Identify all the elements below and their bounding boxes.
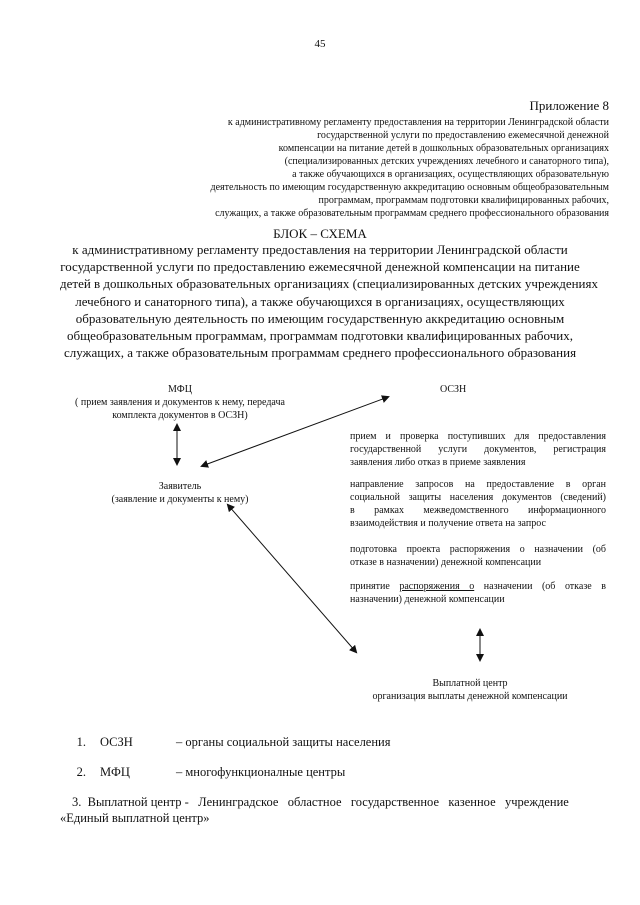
legend-abbr: МФЦ	[100, 765, 130, 779]
ozsn-step-line: отказе в назначении) денежной компенсации	[350, 557, 542, 568]
ozsn-step4-suffix: назначении (об отказе в	[474, 581, 606, 592]
block-line: общеобразовательным программам, программам подготовки квалифицированных рабочих,	[67, 328, 573, 344]
block-scheme-title: БЛОК – СХЕМА	[273, 226, 367, 241]
ozsn-step-line: назначении) денежной компенсации	[350, 594, 505, 605]
legend-text: – многофункционалные центры	[176, 765, 346, 779]
payment-center-note-line: 3. Выплатной центр - Ленинградское областное государственное казенное учреждение	[72, 795, 569, 809]
appendix-line: деятельность по имеющим государственную аккредитацию основным общеобразовательным	[210, 182, 609, 193]
ozsn-step-line: взаимодействия и получение ответа на запрос	[350, 518, 546, 529]
block-line: служащих, а также образовательным программам среднего профессионального образования	[63, 345, 577, 361]
payment-center-desc: организация выплаты денежной компенсации	[372, 691, 568, 702]
mfc-title: МФЦ	[168, 384, 192, 395]
ozsn-step-line: подготовка проекта распоряжения о назначении (об	[350, 544, 606, 555]
legend-abbr: ОСЗН	[100, 735, 133, 749]
appendix-line: компенсации на питание детей в дошкольных образовательных организациях	[278, 143, 609, 154]
block-line: лечебного и санаторного типа), а также обучающихся в организациях, осуществляющих	[75, 293, 565, 309]
mfc-desc-line: комплекта документов в ОСЗН)	[112, 410, 248, 421]
appendix-line: служащих, а также образовательным программам среднего профессионального образования	[215, 208, 609, 219]
ozsn-step-line: в рамках межведомственного информационного	[350, 505, 606, 516]
appendix-line: к административному регламенту предоставления на территории Ленинградской области	[227, 117, 609, 128]
block-line: государственной услуги по предоставлению ежемесячной денежной компенсации на питание	[60, 259, 580, 275]
arrow-applicant-payment	[228, 505, 356, 652]
applicant-title: Заявитель	[158, 481, 202, 492]
block-line: к административному регламенту предоставления на территории Ленинградской области	[72, 242, 568, 257]
legend-number: 1.	[76, 735, 86, 749]
ozsn-step4-underlined: распоряжения о	[399, 581, 475, 592]
appendix-line: (специализированных детских учреждениях лечебного и санаторного типа),	[284, 156, 609, 167]
block-line: детей в дошкольных образовательных организациях (специализированных детских учреждениях	[60, 276, 598, 292]
legend-number: 2.	[76, 765, 86, 779]
ozsn-title: ОСЗН	[440, 384, 467, 395]
applicant-desc: (заявление и документы к нему)	[111, 494, 249, 505]
page-number: 45	[314, 38, 326, 50]
block-line: образовательную деятельность по имеющим государственную аккредитацию основным	[75, 310, 565, 326]
appendix-line: а также обучающихся в организациях, осуществляющих образовательную	[292, 169, 609, 180]
ozsn-step-line: социальной защиты населения документов (сведений)	[350, 492, 606, 503]
ozsn-step-line: заявления либо отказ в приеме заявления	[350, 457, 526, 468]
ozsn-step-line: государственной услуги документов, регистрация	[350, 444, 606, 455]
ozsn-step-line: направление запросов на предоставление в орган	[350, 479, 606, 490]
legend-item	[0, 735, 640, 755]
payment-center-note-line: «Единый выплатной центр»	[60, 811, 210, 825]
mfc-desc-line: ( прием заявления и документов к нему, передача	[75, 397, 285, 408]
appendix-line: программам, программам подготовки квалифицированных рабочих,	[318, 195, 609, 206]
ozsn-step-line: прием и проверка поступивших для предоставления	[350, 431, 606, 442]
appendix-title: Приложение 8	[529, 98, 609, 113]
arrow-ozsn-applicant	[202, 397, 388, 466]
legend-text: – органы социальной защиты населения	[176, 735, 391, 749]
payment-center-title: Выплатной центр	[432, 678, 508, 689]
ozsn-step4-prefix: принятие	[350, 581, 400, 592]
legend-item	[0, 765, 640, 785]
appendix-line: государственной услуги по предоставлению ежемесячной денежной	[317, 130, 609, 141]
